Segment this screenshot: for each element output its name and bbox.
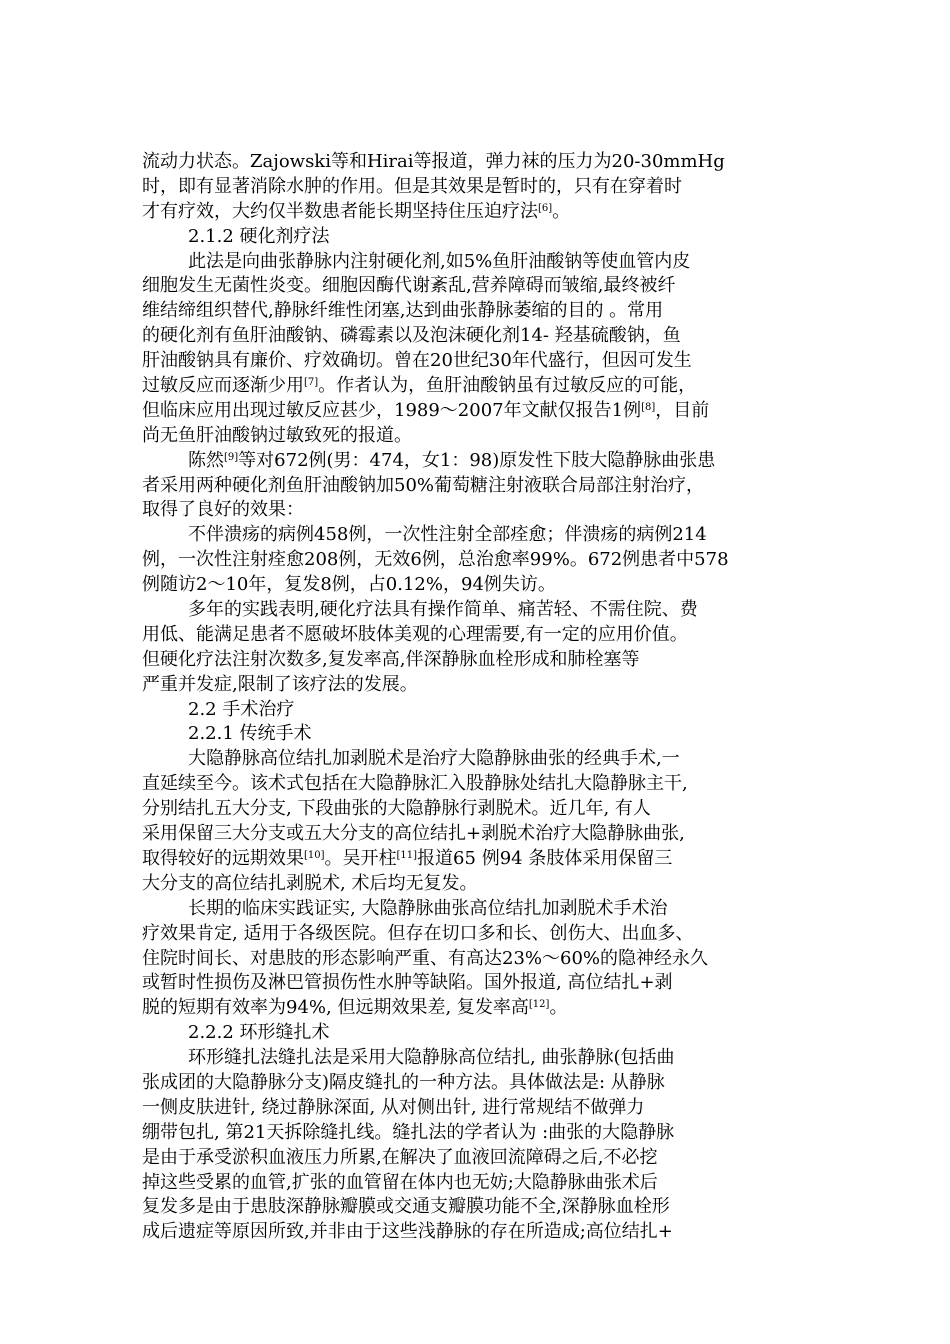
text-line bbox=[142, 523, 812, 548]
text-line bbox=[142, 299, 812, 324]
text-segment: 2.2.2 环形缝扎术 bbox=[188, 1022, 330, 1044]
text-segment: 住院时间长、对患肢的形态影响严重、有高达23%～60%的隐神经永久 bbox=[142, 947, 709, 969]
text-line bbox=[142, 324, 812, 349]
text-segment: 但硬化疗法注射次数多,复发率高,伴深静脉血栓形成和肺栓塞等 bbox=[142, 648, 640, 670]
text-line bbox=[142, 747, 812, 772]
text-line bbox=[142, 424, 812, 449]
text-line bbox=[142, 374, 812, 399]
text-segment: 严重并发症,限制了该疗法的发展。 bbox=[142, 673, 418, 695]
text-segment: 才有疗效，大约仅半数患者能长期坚持住压迫疗法 bbox=[142, 200, 538, 222]
text-segment: 长期的临床实践证实, 大隐静脉曲张高位结扎加剥脱术手术治 bbox=[188, 897, 668, 919]
text-segment: 维结缔组织替代,静脉纤维性闭塞,达到曲张静脉萎缩的目的 。常用 bbox=[142, 300, 664, 322]
citation-ref: [12] bbox=[528, 999, 550, 1011]
text-line bbox=[142, 250, 812, 275]
text-line bbox=[142, 872, 812, 897]
text-segment: 成后遗症等原因所致,并非由于这些浅静脉的存在所造成;高位结扎+ bbox=[142, 1221, 673, 1243]
text-line bbox=[142, 498, 812, 523]
text-segment: 2.1.2 硬化剂疗法 bbox=[188, 225, 330, 247]
text-segment: 疗效果肯定, 适用于各级医院。但存在切口多和长、创伤大、出血多、 bbox=[142, 922, 694, 944]
text-segment: 例，一次性注射痊愈208例，无效6例，总治愈率99%。672例患者中578 bbox=[142, 549, 729, 571]
text-segment: 者采用两种硬化剂鱼肝油酸钠加50%葡萄糖注射液联合局部注射治疗， bbox=[142, 474, 705, 496]
text-segment: 张成团的大隐静脉分支)隔皮缝扎的一种方法。具体做法是: 从静脉 bbox=[142, 1071, 665, 1093]
text-line bbox=[142, 772, 812, 797]
text-line bbox=[142, 922, 812, 947]
text-segment: 流动力状态。Zajowski等和Hirai等报道，弹力袜的压力为20-30mmHg bbox=[142, 151, 725, 172]
text-line bbox=[142, 1146, 812, 1171]
text-line bbox=[142, 399, 812, 424]
citation-ref: [9] bbox=[224, 451, 239, 463]
text-segment: 。作者认为，鱼肝油酸钠虽有过敏反应的可能， bbox=[318, 375, 697, 397]
text-line bbox=[142, 274, 812, 299]
text-segment: 。 bbox=[549, 997, 568, 1019]
text-segment: 。 bbox=[552, 200, 571, 222]
text-segment: 2.2.1 传统手术 bbox=[188, 723, 312, 745]
text-line bbox=[142, 1220, 812, 1245]
text-line bbox=[142, 698, 812, 723]
citation-ref: [10] bbox=[304, 849, 325, 861]
text-segment: ，目前 bbox=[655, 399, 710, 421]
citation-ref: [11] bbox=[396, 849, 418, 861]
text-line bbox=[142, 673, 812, 698]
text-segment: 脱的短期有效率为94%, 但远期效果差, 复发率高 bbox=[142, 997, 529, 1019]
text-segment: 例随访2～10年，复发8例，占0.12%，94例失访。 bbox=[142, 574, 556, 596]
text-segment: 陈然 bbox=[188, 449, 224, 471]
text-segment: 是由于承受淤积血液压力所累,在解决了血液回流障碍之后,不必挖 bbox=[142, 1146, 658, 1168]
text-segment: 多年的实践表明,硬化疗法具有操作简单、痛苦轻、不需住院、费 bbox=[188, 599, 698, 621]
text-segment: 但临床应用出现过敏反应甚少，1989～2007年文献仅报告1例 bbox=[142, 399, 642, 421]
text-segment: 。吴开柱 bbox=[324, 847, 397, 869]
text-segment: 过敏反应而逐渐少用 bbox=[142, 375, 304, 397]
text-segment: 肝油酸钠具有廉价、疗效确切。曾在20世纪30年代盛行，但因可发生 bbox=[142, 350, 692, 372]
text-segment: 此法是向曲张静脉内注射硬化剂,如5%鱼肝油酸钠等使血管内皮 bbox=[188, 250, 691, 272]
text-line bbox=[142, 822, 812, 847]
text-segment: 2.2 手术治疗 bbox=[188, 698, 295, 720]
citation-ref: [7] bbox=[304, 377, 319, 389]
text-segment: 大隐静脉高位结扎加剥脱术是治疗大隐静脉曲张的经典手术,一 bbox=[188, 748, 680, 770]
text-segment: 取得了良好的效果： bbox=[142, 499, 304, 521]
text-line bbox=[142, 971, 812, 996]
text-line bbox=[142, 1195, 812, 1220]
text-line bbox=[142, 150, 812, 175]
text-line bbox=[142, 474, 812, 499]
text-segment: 分别结扎五大分支, 下段曲张的大隐静脉行剥脱术。近几年, 有人 bbox=[142, 798, 651, 820]
text-line bbox=[142, 200, 812, 225]
text-line bbox=[142, 573, 812, 598]
text-segment: 的硬化剂有鱼肝油酸钠、磷霉素以及泡沫硬化剂14- 羟基硫酸钠，鱼 bbox=[142, 325, 681, 347]
text-line bbox=[142, 548, 812, 573]
text-segment: 时，即有显著消除水肿的作用。但是其效果是暂时的，只有在穿着时 bbox=[142, 175, 682, 197]
text-line bbox=[142, 897, 812, 922]
text-segment: 直延续至今。该术式包括在大隐静脉汇入股静脉处结扎大隐静脉主干, bbox=[142, 773, 688, 795]
text-segment: 采用保留三大分支或五大分支的高位结扎+剥脱术治疗大隐静脉曲张, bbox=[142, 823, 685, 845]
text-segment: 一侧皮肤进针, 绕过静脉深面, 从对侧出针, 进行常规结不做弹力 bbox=[142, 1096, 645, 1118]
citation-ref: [8] bbox=[641, 401, 656, 413]
text-line bbox=[142, 847, 812, 872]
text-segment: 大分支的高位结扎剥脱术, 术后均无复发。 bbox=[142, 872, 478, 894]
text-line bbox=[142, 1046, 812, 1071]
text-line bbox=[142, 449, 812, 474]
text-segment: 复发多是由于患肢深静脉瓣膜或交通支瓣膜功能不全,深静脉血栓形 bbox=[142, 1196, 670, 1218]
text-line bbox=[142, 1096, 812, 1121]
text-segment: 或暂时性损伤及淋巴管损伤性水肿等缺陷。国外报道, 高位结扎+剥 bbox=[142, 972, 673, 994]
text-line bbox=[142, 1121, 812, 1146]
citation-ref: [6] bbox=[538, 202, 553, 214]
text-segment: 不伴溃疡的病例458例，一次性注射全部痊愈；伴溃疡的病例214 bbox=[188, 524, 707, 546]
text-segment: 环形缝扎法缝扎法是采用大隐静脉高位结扎, 曲张静脉(包括曲 bbox=[188, 1047, 675, 1069]
text-line bbox=[142, 598, 812, 623]
body-text bbox=[142, 150, 812, 1245]
text-line bbox=[142, 648, 812, 673]
text-line bbox=[142, 349, 812, 374]
text-line bbox=[142, 996, 812, 1021]
text-line bbox=[142, 1021, 812, 1046]
text-segment: 尚无鱼肝油酸钠过敏致死的报道。 bbox=[142, 424, 412, 446]
text-line bbox=[142, 947, 812, 972]
text-segment: 用低、能满足患者不愿破坏肢体美观的心理需要,有一定的应用价值。 bbox=[142, 623, 688, 645]
text-line bbox=[142, 175, 812, 200]
text-line bbox=[142, 797, 812, 822]
text-line bbox=[142, 225, 812, 250]
text-line bbox=[142, 722, 812, 747]
text-segment: 绷带包扎, 第21天拆除缝扎线。缝扎法的学者认为 :曲张的大隐静脉 bbox=[142, 1121, 675, 1143]
text-segment: 报道65 例94 条肢体采用保留三 bbox=[417, 847, 673, 869]
text-line bbox=[142, 1071, 812, 1096]
text-segment: 取得较好的远期效果 bbox=[142, 847, 304, 869]
text-segment: 等对672例(男：474，女1：98)原发性下肢大隐静脉曲张患 bbox=[238, 449, 716, 471]
text-segment: 细胞发生无菌性炎变。细胞因酶代谢紊乱,营养障碍而皱缩,最终被纤 bbox=[142, 275, 676, 297]
text-line bbox=[142, 623, 812, 648]
text-line bbox=[142, 1171, 812, 1196]
text-segment: 掉这些受累的血管,扩张的血管留在体内也无妨;大隐静脉曲张术后 bbox=[142, 1171, 658, 1193]
